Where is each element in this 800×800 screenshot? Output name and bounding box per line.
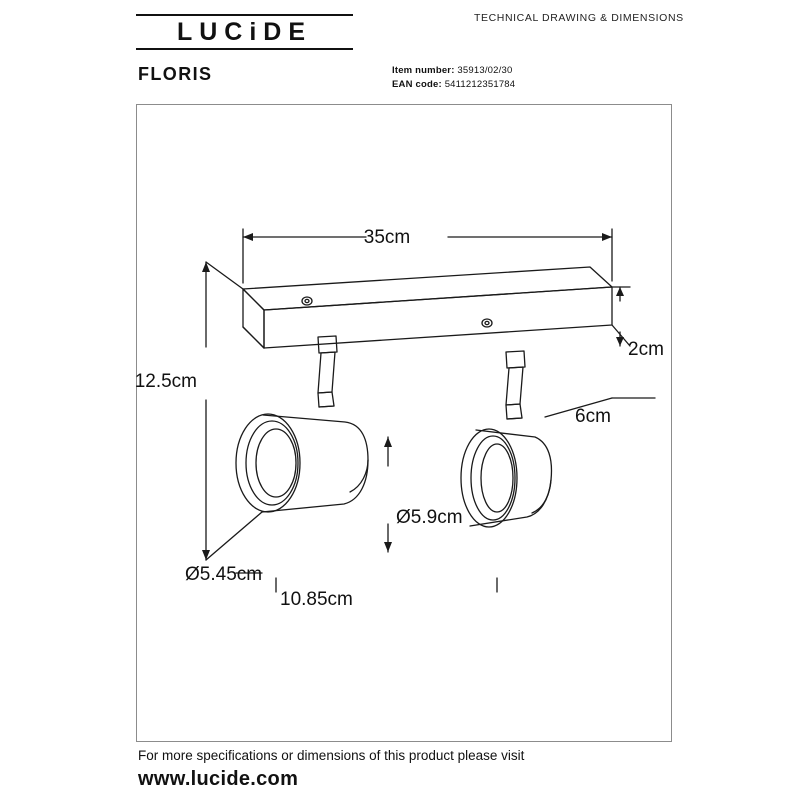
footer-text: For more specifications or dimensions of this product please visit (138, 748, 525, 763)
dim-label-width: 35cm (363, 227, 411, 248)
dim-label-arm-length: 6cm (575, 406, 611, 427)
dim-label-spacing: 10.85cm (280, 589, 353, 610)
ean-value: 5411212351784 (444, 79, 516, 90)
dim-label-bar-height: 2cm (628, 339, 664, 360)
logo-rule-bottom (136, 48, 353, 50)
dim-label-head-diameter-left: Ø5.45cm (185, 564, 263, 585)
item-number-value: 35913/02/30 (457, 65, 513, 76)
item-number-label: Item number: (392, 65, 455, 76)
ean-label: EAN code: (392, 79, 442, 90)
logo-rule-top (136, 14, 353, 16)
brand-logo (136, 14, 353, 50)
logo-text: LUCiDE (176, 18, 313, 46)
product-name: FLORIS (138, 64, 213, 84)
dim-label-head-diameter-right: Ø5.9cm (396, 507, 463, 528)
dim-label-height: 12.5cm (134, 371, 197, 392)
drawing-frame (136, 104, 672, 742)
footer-url[interactable]: www.lucide.com (138, 768, 299, 790)
ean-row (392, 78, 515, 92)
item-number-row (392, 64, 515, 78)
product-identifiers (392, 64, 515, 92)
technical-drawing-label: TECHNICAL DRAWING & DIMENSIONS (474, 12, 684, 24)
